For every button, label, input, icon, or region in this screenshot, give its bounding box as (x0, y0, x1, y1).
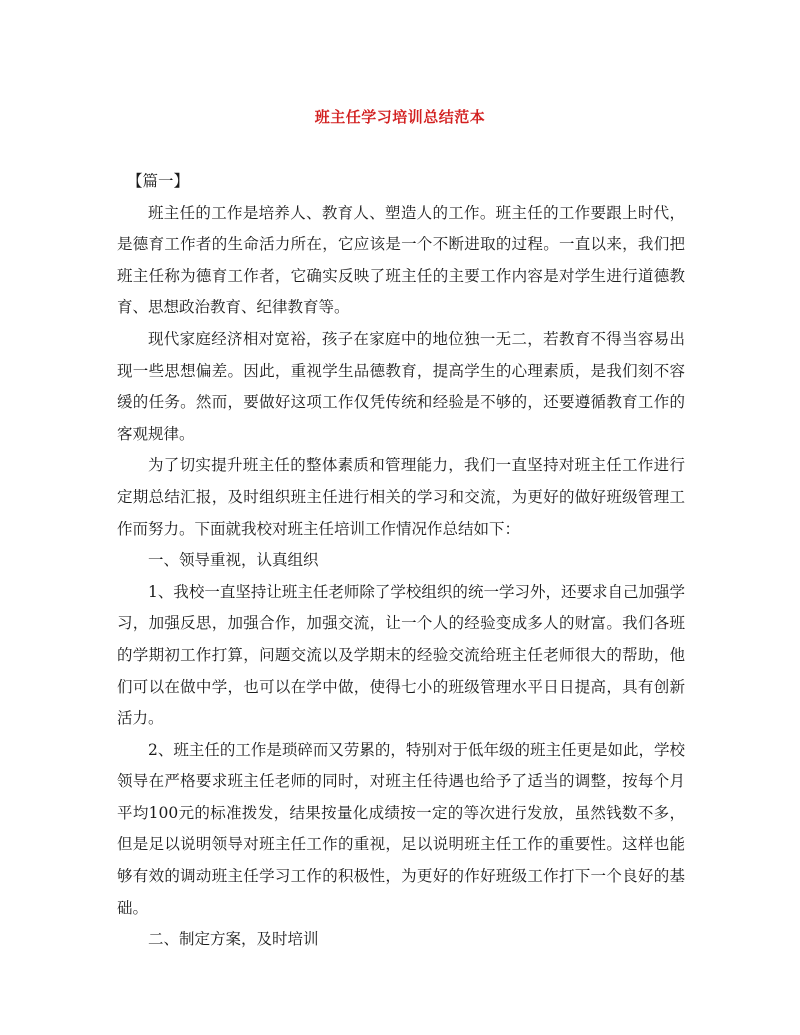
paragraph-family: 现代家庭经济相对宽裕，孩子在家庭中的地位独一无二，若教育不得当容易出现一些思想偏差。因此，重视学生品德教育，提高学生的心理素质，是我们刻不容缓的任务。然而，要做好这项工作仅凭传统和经验是不够的，还要遵循教育工作的客观规律。 (117, 329, 685, 443)
paragraph-item-1: 1、我校一直坚持让班主任老师除了学校组织的统一学习外，还要求自己加强学习，加强反思，加强合作，加强交流，让一个人的经验变成多人的财富。我们各班的学期初工作打算，问题交流以及学期末的经验交流给班主任老师很大的帮助，他们可以在做中学，也可以在学中做，使得七小的班级管理水平日日提高，具有创新活力。 (117, 582, 685, 728)
section-label: 【篇一】 (127, 172, 190, 190)
document-body (117, 166, 685, 956)
heading-plan: 二、制定方案，及时培训 (148, 930, 319, 949)
paragraph-purpose: 为了切实提升班主任的整体素质和管理能力，我们一直坚持对班主任工作进行定期总结汇报，及时组织班主任进行相关的学习和交流，为更好的做好班级管理工作而努力。下面就我校对班主任培训工作情况作总结如下： (117, 456, 685, 538)
paragraph-intro: 班主任的工作是培养人、教育人、塑造人的工作。班主任的工作要跟上时代，是德育工作者的生命活力所在，它应该是一个不断进取的过程。一直以来，我们把班主任称为德育工作者，它确实反映了班主任的主要工作内容是对学生进行道德教育、思想政治教育、纪律教育等。 (117, 203, 685, 317)
document-title: 班主任学习培训总结范本 (314, 108, 486, 126)
heading-leadership: 一、领导重视，认真组织 (148, 551, 319, 570)
paragraph-item-2: 2、班主任的工作是琐碎而又劳累的，特别对于低年级的班主任更是如此，学校领导在严格要求班主任老师的同时，对班主任待遇也给予了适当的调整，按每个月平均100元的标准拨发，结果按量化成绩按一定的等次进行发放，虽然钱数不多，但是足以说明领导对班主任工作的重视，足以说明班主任工作的重要性。这样也能够有效的调动班主任学习工作的积极性，为更好的作好班级工作打下一个良好的基础。 (117, 740, 685, 917)
